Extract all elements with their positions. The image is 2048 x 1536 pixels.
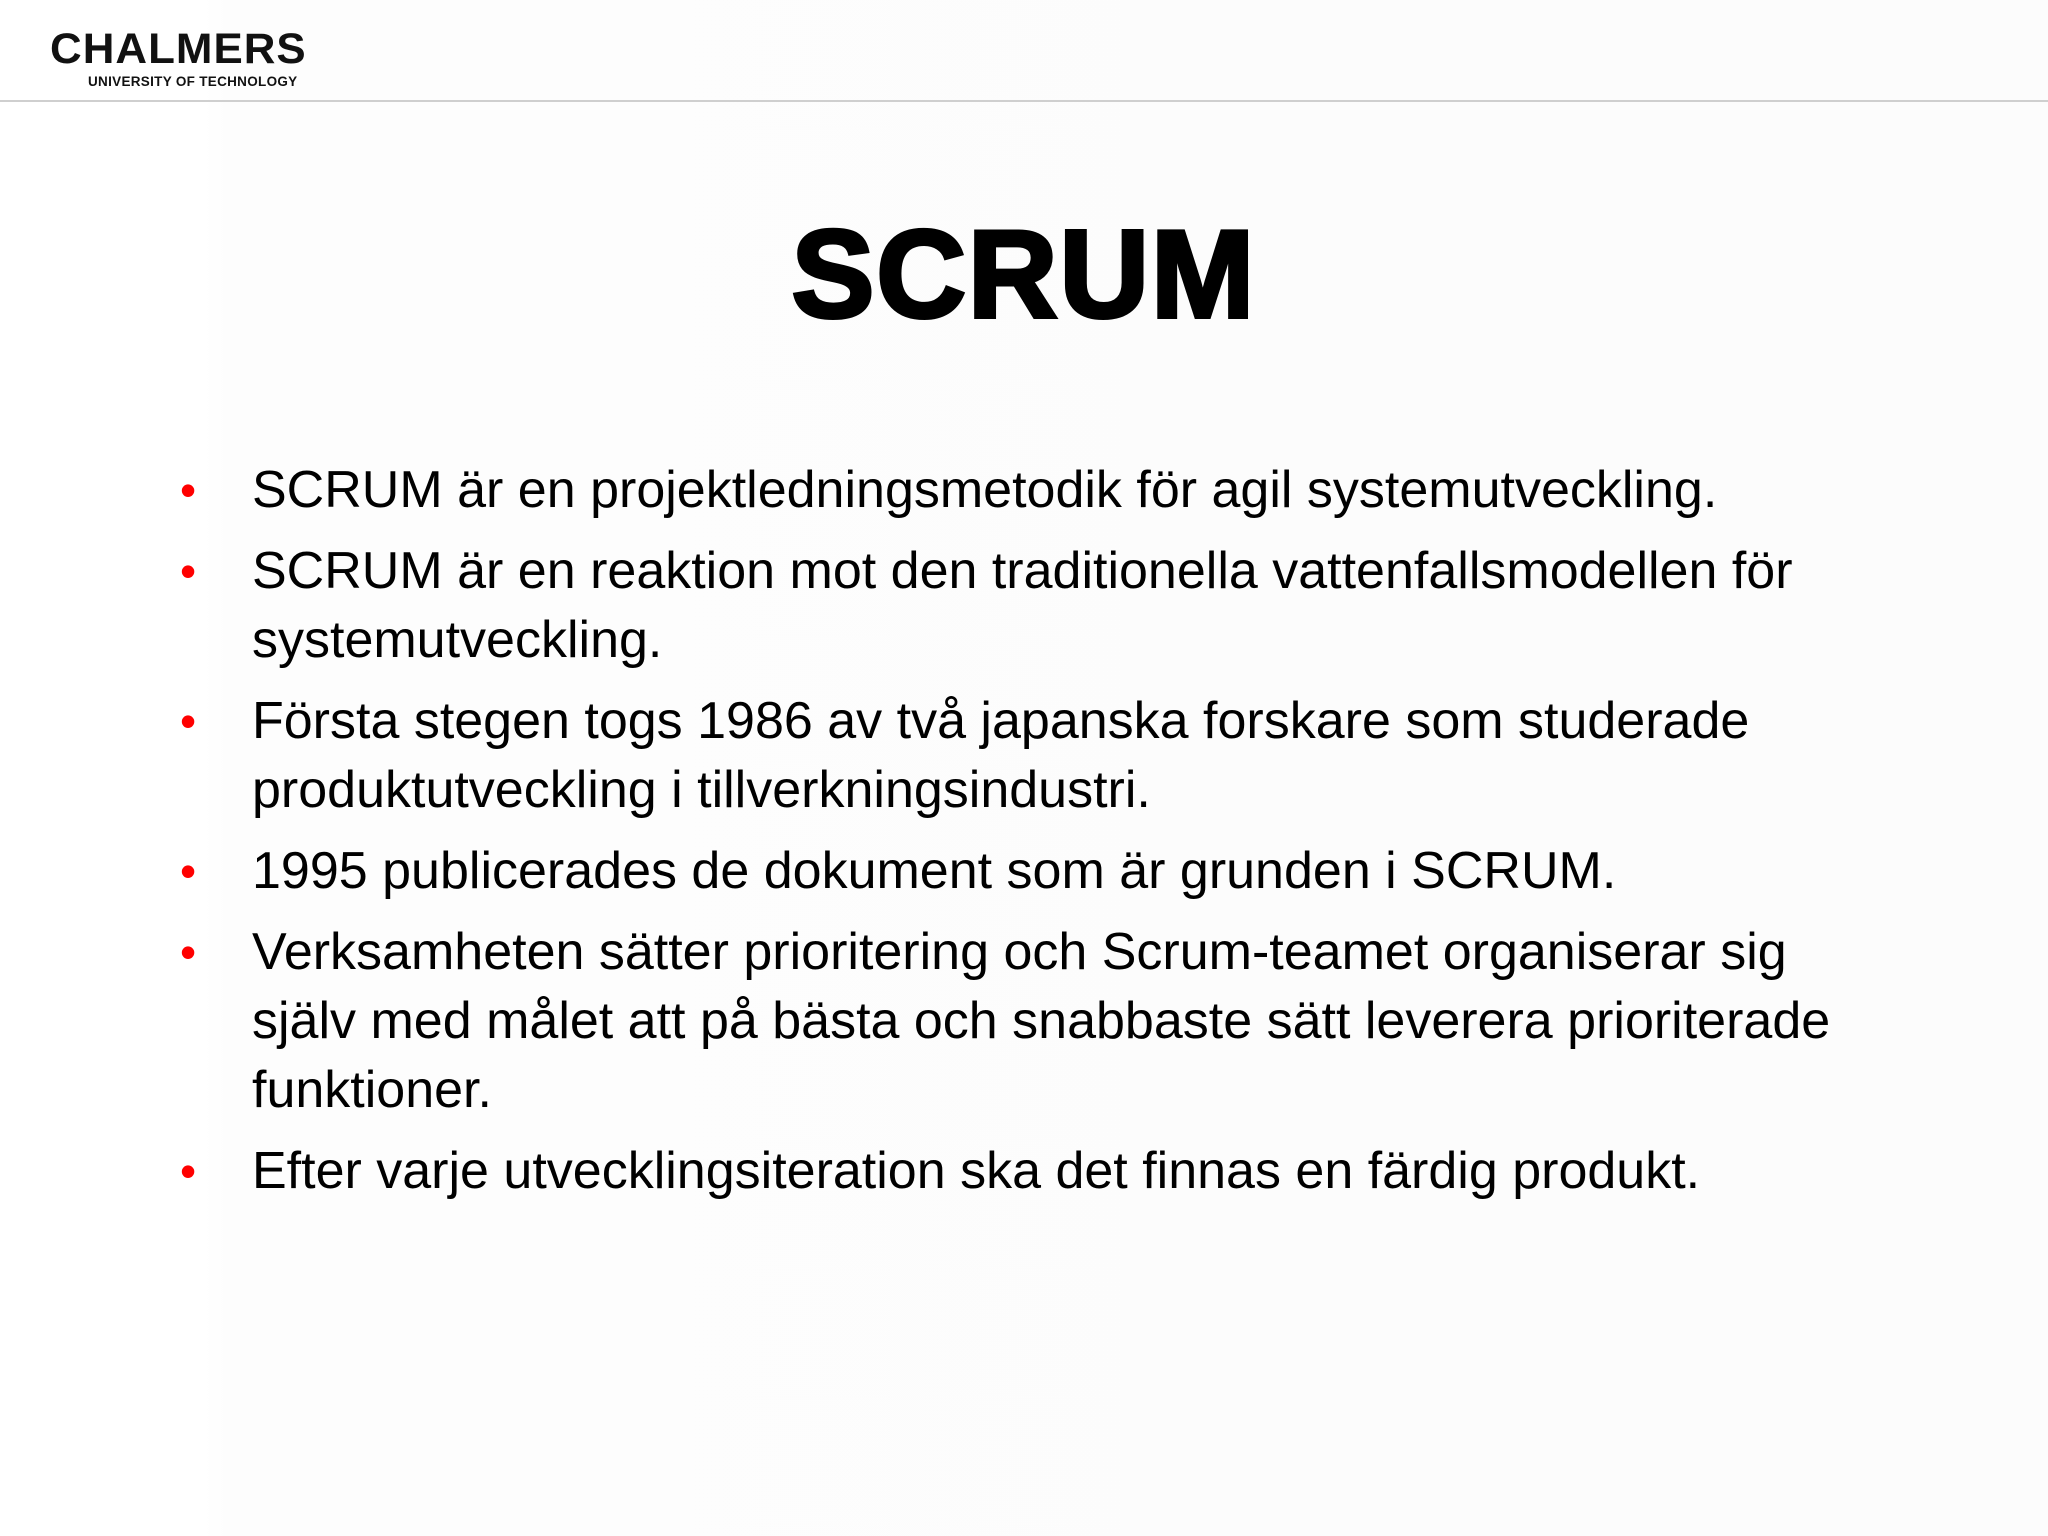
bullet-dot-icon: • <box>180 545 197 597</box>
bullet-text: SCRUM är en projektledningsmetodik för agil systemutveckling. <box>252 461 1718 519</box>
logo-subtitle: UNIVERSITY OF TECHNOLOGY <box>88 74 298 89</box>
bullet-dot-icon: • <box>180 1145 197 1197</box>
bullet-text: Verksamheten sätter prioritering och Scrum-teamet organiserar sig själv med målet att på bästa och snabbaste sätt leverera prioriterade funktioner. <box>252 923 1831 1119</box>
slide-title: SCRUM <box>791 206 1257 344</box>
bullet-dot-icon: • <box>180 926 197 978</box>
header-divider <box>0 100 2048 102</box>
logo-name: CHALMERS <box>50 25 307 73</box>
bullet-item <box>170 837 1890 906</box>
bullet-dot-icon: • <box>180 464 197 516</box>
bullet-dot-icon: • <box>180 845 197 897</box>
bullet-item <box>170 537 1890 675</box>
bullet-text: Efter varje utvecklingsiteration ska det finnas en färdig produkt. <box>252 1142 1701 1200</box>
chalmers-logo <box>50 26 350 89</box>
bullet-item <box>170 687 1890 825</box>
slide-header <box>0 0 2048 102</box>
bullet-item <box>170 456 1890 525</box>
bullet-text: Första stegen togs 1986 av två japanska forskare som studerade produktutveckling i tillverkningsindustri. <box>252 692 1750 819</box>
bullet-text: SCRUM är en reaktion mot den traditionella vattenfallsmodellen för systemutveckling. <box>252 542 1793 669</box>
bullet-dot-icon: • <box>180 695 197 747</box>
bullet-item <box>170 1137 1890 1206</box>
bullet-item <box>170 918 1890 1125</box>
bullet-list <box>170 456 1890 1218</box>
bullet-text: 1995 publicerades de dokument som är grunden i SCRUM. <box>252 842 1617 900</box>
